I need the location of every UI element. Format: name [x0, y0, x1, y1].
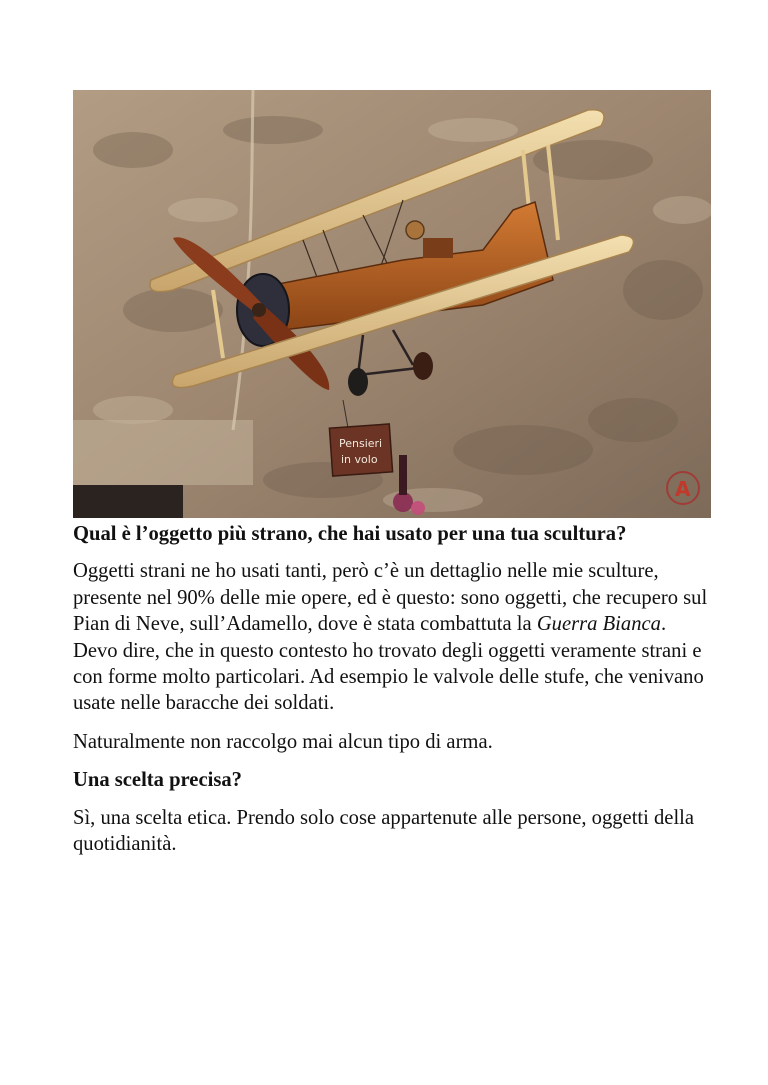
answer-1 — [73, 558, 713, 716]
watermark-letter: A — [675, 477, 691, 501]
answer-1-part-1: Oggetti strani ne ho usati tanti, però c’è un dettaglio nelle mie sculture, presente nel 90% delle mie opere, ed è questo: sono oggetti, che recupero sul Pian di Neve, sull’Adamello, dove è stata combattuta la — [73, 560, 708, 636]
sign-line-1: Pensieri — [339, 437, 383, 450]
answer-1-italic: Guerra Bianca — [536, 613, 661, 636]
answer-3: Sì, una scelta etica. Prendo solo cose appartenute alle persone, oggetti della quotidianità. — [73, 806, 695, 856]
sign-line-2: in volo — [341, 453, 378, 466]
answer-1-part-2: . Devo dire, che in questo contesto ho trovato degli oggetti veramente strani e con forme molto particolari. Ad esempio le valvole delle stufe, che venivano usate nelle baracche dei soldati. — [73, 613, 704, 715]
airplane-photo — [73, 90, 711, 518]
article-text — [73, 521, 713, 869]
answer-2: Naturalmente non raccolgo mai alcun tipo di arma. — [73, 730, 493, 753]
question-1: Qual è l’oggetto più strano, che hai usato per una tua scultura? — [73, 523, 627, 545]
question-2: Una scelta precisa? — [73, 769, 242, 792]
